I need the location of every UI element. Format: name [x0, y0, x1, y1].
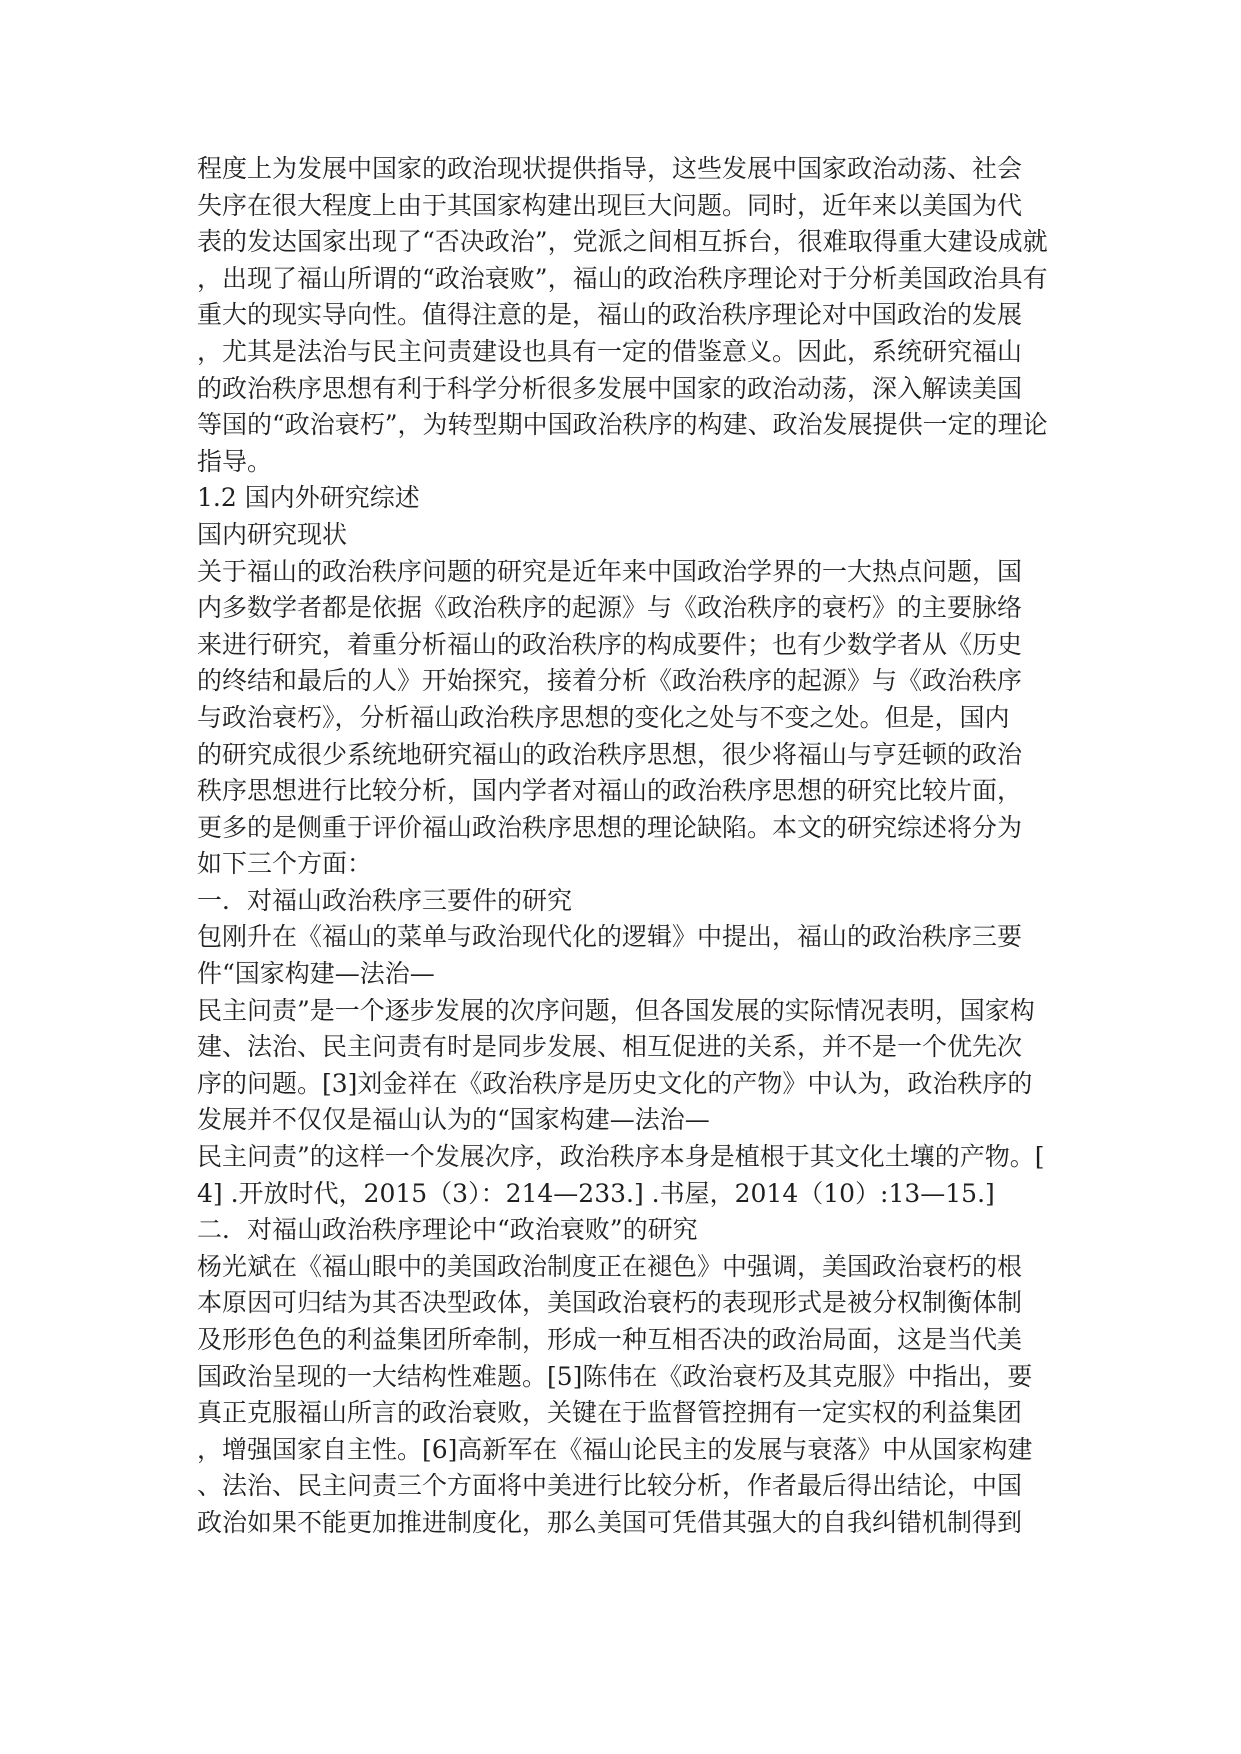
text-line: 民主问责”的这样一个发展次序，政治秩序本身是植根于其文化土壤的产物。[ — [197, 1142, 1045, 1172]
text-line: ，增强国家自主性。[6]高新军在《福山论民主的发展与衰落》中从国家构建 — [197, 1434, 1033, 1464]
text-line: 等国的“政治衰朽”，为转型期中国政治秩序的构建、政治发展提供一定的理论 — [197, 410, 1048, 440]
text-line: 真正克服福山所言的政治衰败，关键在于监督管控拥有一定实权的利益集团 — [197, 1398, 1023, 1428]
text-line: 秩序思想进行比较分析，国内学者对福山的政治秩序思想的研究比较片面， — [197, 776, 1023, 806]
section-heading: 1.2 国内外研究综述 — [197, 483, 420, 513]
text-line: 失序在很大程度上由于其国家构建出现巨大问题。同时，近年来以美国为代 — [197, 190, 1023, 220]
text-line: 关于福山的政治秩序问题的研究是近年来中国政治学界的一大热点问题，国 — [197, 556, 1023, 586]
text-line: 民主问责”是一个逐步发展的次序问题，但各国发展的实际情况表明，国家构 — [197, 995, 1035, 1025]
text-line: 重大的现实导向性。值得注意的是，福山的政治秩序理论对中国政治的发展 — [197, 300, 1023, 330]
text-line: 发展并不仅仅是福山认为的“国家构建—法治— — [197, 1105, 710, 1135]
text-line: 与政治衰朽》，分析福山政治秩序思想的变化之处与不变之处。但是，国内 — [197, 702, 1010, 732]
text-line: 的研究成很少系统地研究福山的政治秩序思想，很少将福山与亨廷顿的政治 — [197, 739, 1023, 769]
text-line: 序的问题。[3]刘金祥在《政治秩序是历史文化的产物》中认为，政治秩序的 — [197, 1068, 1033, 1098]
document-body — [197, 151, 1061, 1542]
text-line: 及形形色色的利益集团所牵制，形成一种互相否决的政治局面，这是当代美 — [197, 1325, 1023, 1354]
text-line: 杨光斌在《福山眼中的美国政治制度正在褪色》中强调，美国政治衰朽的根 — [197, 1251, 1023, 1281]
text-line: 来进行研究，着重分析福山的政治秩序的构成要件；也有少数学者从《历史 — [197, 629, 1023, 659]
text-line: 内多数学者都是依据《政治秩序的起源》与《政治秩序的衰朽》的主要脉络 — [197, 593, 1023, 623]
text-line: 更多的是侧重于评价福山政治秩序思想的理论缺陷。本文的研究综述将分为 — [197, 812, 1023, 842]
text-line: 本原因可归结为其否决型政体，美国政治衰朽的表现形式是被分权制衡体制 — [197, 1288, 1023, 1318]
text-line: ，出现了福山所谓的“政治衰败”，福山的政治秩序理论对于分析美国政治具有 — [197, 263, 1048, 293]
text-line: 件“国家构建—法治— — [197, 959, 435, 989]
text-line: 建、法治、民主问责有时是同步发展、相互促进的关系，并不是一个优先次 — [197, 1032, 1023, 1062]
text-line: 程度上为发展中国家的政治现状提供指导，这些发展中国家政治动荡、社会 — [197, 154, 1023, 183]
text-line: 表的发达国家出现了“否决政治”，党派之间相互拆台，很难取得重大建设成就 — [197, 227, 1048, 257]
text-line: 如下三个方面： — [197, 849, 373, 879]
text-line: 包刚升在《福山的菜单与政治现代化的逻辑》中提出，福山的政治秩序三要 — [197, 922, 1023, 952]
list-heading: 一．对福山政治秩序三要件的研究 — [197, 885, 573, 915]
list-heading: 二．对福山政治秩序理论中“政治衰败”的研究 — [197, 1215, 698, 1245]
text-line: 国政治呈现的一大结构性难题。[5]陈伟在《政治衰朽及其克服》中指出，要 — [197, 1361, 1033, 1391]
text-line: 指导。 — [197, 446, 273, 476]
text-line: 、法治、民主问责三个方面将中美进行比较分析，作者最后得出结论，中国 — [197, 1471, 1023, 1501]
subsection-heading: 国内研究现状 — [197, 519, 348, 549]
text-line: ，尤其是法治与民主问责建设也具有一定的借鉴意义。因此，系统研究福山 — [197, 336, 1023, 366]
text-line: 的政治秩序思想有利于科学分析很多发展中国家的政治动荡，深入解读美国 — [197, 373, 1023, 403]
text-line: 的终结和最后的人》开始探究，接着分析《政治秩序的起源》与《政治秩序 — [197, 666, 1023, 696]
text-line: 政治如果不能更加推进制度化，那么美国可凭借其强大的自我纠错机制得到 — [197, 1507, 1023, 1537]
text-line: 4] .开放时代，2015（3）：214—233.] .书屋，2014（10）:13—15.] — [197, 1178, 995, 1208]
